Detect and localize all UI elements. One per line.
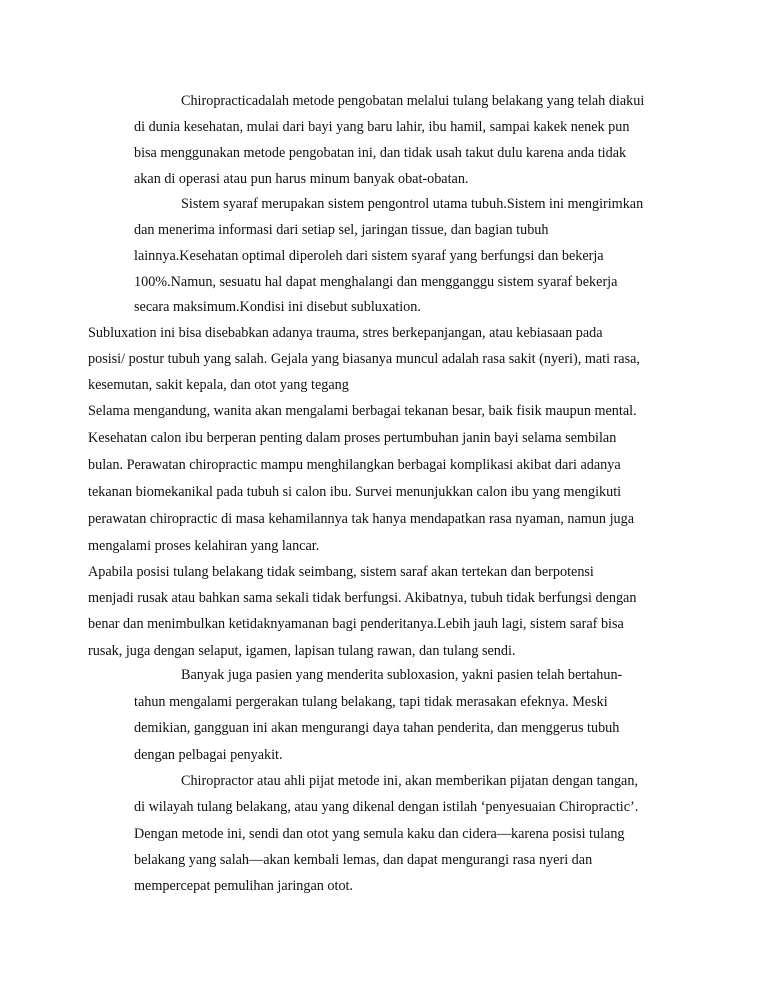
paragraph-line: secara maksimum.Kondisi ini disebut subluxation.	[134, 299, 421, 315]
paragraph-line: mengalami proses kelahiran yang lancar.	[88, 538, 320, 554]
paragraph-line: Sistem syaraf merupakan sistem pengontrol utama tubuh.Sistem ini mengirimkan	[181, 196, 644, 212]
paragraph-line: bisa menggunakan metode pengobatan ini, dan tidak usah takut dulu karena anda tidak	[134, 145, 627, 161]
paragraph-line: bulan. Perawatan chiropractic mampu menghilangkan berbagai komplikasi akibat dari adanya	[88, 457, 621, 473]
paragraph-line: posisi/ postur tubuh yang salah. Gejala yang biasanya muncul adalah rasa sakit (nyeri), mati rasa,	[88, 351, 640, 367]
paragraph-line: tahun mengalami pergerakan tulang belakang, tapi tidak merasakan efeknya. Meski	[134, 694, 608, 710]
paragraph-line: demikian, gangguan ini akan mengurangi daya tahan penderita, dan menggerus tubuh	[134, 720, 620, 736]
paragraph-line: dan menerima informasi dari setiap sel, jaringan tissue, dan bagian tubuh	[134, 222, 549, 238]
paragraph-line: lainnya.Kesehatan optimal diperoleh dari sistem syaraf yang berfungsi dan bekerja	[134, 248, 604, 264]
paragraph-line: perawatan chiropractic di masa kehamilannya tak hanya mendapatkan rasa nyaman, namun juga	[88, 511, 634, 527]
paragraph-line: Banyak juga pasien yang menderita subloxasion, yakni pasien telah bertahun-	[181, 667, 623, 683]
paragraph-line: Chiropracticadalah metode pengobatan melalui tulang belakang yang telah diakui	[181, 93, 645, 109]
paragraph-line: di dunia kesehatan, mulai dari bayi yang baru lahir, ibu hamil, sampai kakek nenek pun	[134, 119, 630, 135]
paragraph-line: belakang yang salah—akan kembali lemas, dan dapat mengurangi rasa nyeri dan	[134, 852, 593, 868]
paragraph-line: rusak, juga dengan selaput, igamen, lapisan tulang rawan, dan tulang sendi.	[88, 643, 516, 659]
paragraph-line: mempercepat pemulihan jaringan otot.	[134, 878, 354, 894]
paragraph-line: benar dan menimbulkan ketidaknyamanan bagi penderitanya.Lebih jauh lagi, sistem saraf bisa	[88, 616, 624, 632]
paragraph-line: Dengan metode ini, sendi dan otot yang semula kaku dan cidera—karena posisi tulang	[134, 826, 625, 842]
paragraph-line: Kesehatan calon ibu berperan penting dalam proses pertumbuhan janin bayi selama sembilan	[88, 430, 617, 446]
paragraph-line: Apabila posisi tulang belakang tidak seimbang, sistem saraf akan tertekan dan berpotensi	[88, 564, 594, 580]
paragraph-line: menjadi rusak atau bahkan sama sekali tidak berfungsi. Akibatnya, tubuh tidak berfungsi dengan	[88, 590, 637, 606]
paragraph-line: 100%.Namun, sesuatu hal dapat menghalangi dan mengganggu sistem syaraf bekerja	[134, 274, 618, 290]
paragraph-line: Chiropractor atau ahli pijat metode ini, akan memberikan pijatan dengan tangan,	[181, 773, 638, 789]
paragraph-line: tekanan biomekanikal pada tubuh si calon ibu. Survei menunjukkan calon ibu yang mengikuti	[88, 484, 622, 500]
paragraph-line: dengan pelbagai penyakit.	[134, 747, 283, 763]
paragraph-line: kesemutan, sakit kepala, dan otot yang tegang	[88, 377, 349, 393]
paragraph-line: Subluxation ini bisa disebabkan adanya trauma, stres berkepanjangan, atau kebiasaan pada	[88, 325, 603, 341]
paragraph-line: Selama mengandung, wanita akan mengalami berbagai tekanan besar, baik fisik maupun mental.	[88, 403, 637, 419]
paragraph-line: di wilayah tulang belakang, atau yang dikenal dengan istilah ‘penyesuaian Chiropractic’.	[134, 799, 639, 815]
paragraph-line: akan di operasi atau pun harus minum banyak obat-obatan.	[134, 171, 469, 187]
